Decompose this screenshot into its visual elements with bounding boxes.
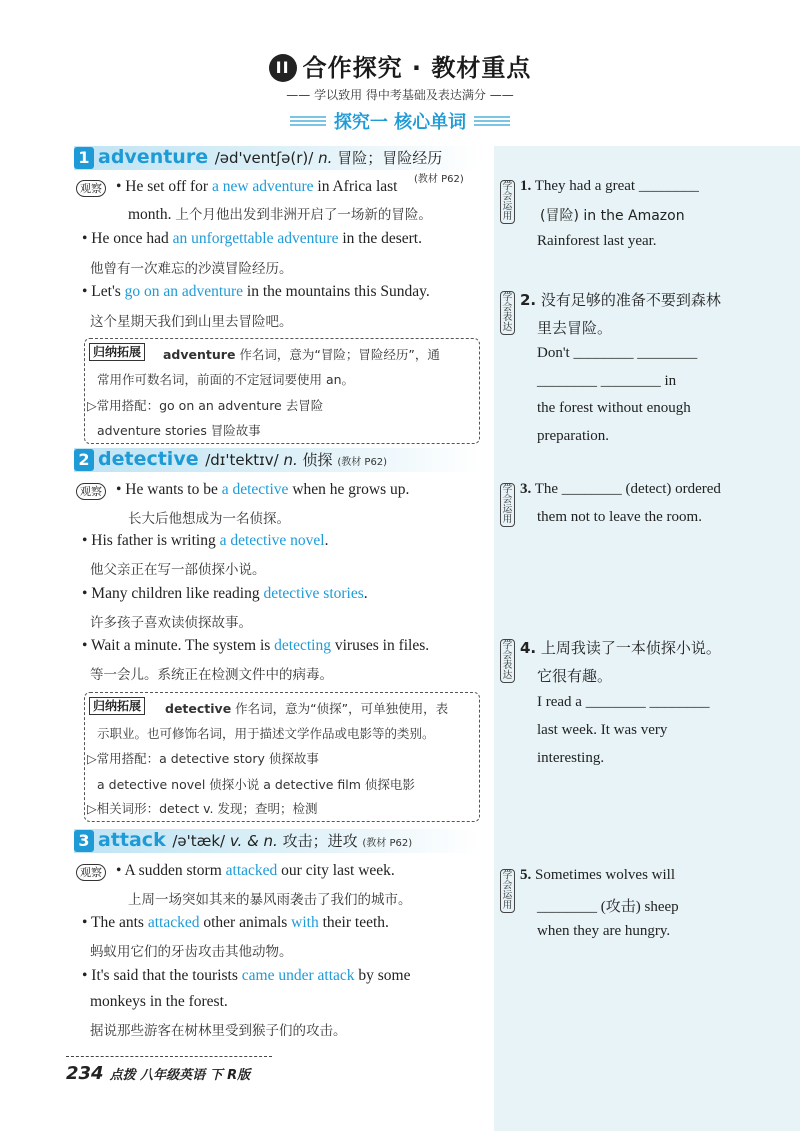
page-title-text: 合作探究 · 教材重点 [302, 54, 532, 82]
summary-line: 示职业。也可修饰名词，用于描述文学作品或电影等的类别。 [97, 726, 435, 741]
word-number: 3 [74, 830, 94, 852]
exercise-line: ________ ________ in [537, 373, 677, 389]
word-meaning: 侦探 [302, 451, 333, 469]
word-entry [98, 448, 387, 470]
word-heading-detective [74, 448, 480, 472]
example-sentence: • He once had an unforgettable adventure in the desert. [82, 230, 422, 247]
example-translation: 这个星期天我们到山里去冒险吧。 [90, 314, 293, 330]
word-entry [98, 146, 442, 168]
observe-label: 观察 [76, 483, 106, 500]
section-badge: II [269, 54, 297, 82]
example-sentence: • The ants attacked other animals with their teeth. [82, 914, 389, 931]
observe-label: 观察 [76, 864, 106, 881]
exercise-5: 5. Sometimes wolves will [520, 867, 675, 883]
word-entry [98, 829, 412, 851]
example-translation: 蚂蚁用它们的牙齿攻击其他动物。 [90, 944, 293, 960]
example-sentence: • Wait a minute. The system is detecting viruses in files. [82, 637, 430, 654]
word-text: attack [98, 829, 166, 851]
example-translation: 据说那些游客在树林里受到猴子们的攻击。 [90, 1023, 347, 1039]
summary-line: ▷常用搭配：go on an adventure 去冒险 [87, 398, 324, 413]
exercise-tag: 学会运用 [500, 483, 515, 527]
exercise-line: the forest without enough [537, 400, 691, 416]
exercise-2: 2. 没有足够的准备不要到森林 [520, 291, 721, 309]
summary-line: ▷常用搭配：a detective story 侦探故事 [87, 751, 319, 766]
summary-line: detective 作名词，意为“侦探”，可单独使用，表 [165, 701, 449, 716]
exercise-line: last week. It was very [537, 722, 668, 738]
summary-line: ▷相关词形：detect v. 发现；查明；检测 [87, 801, 318, 816]
section-heading [0, 108, 800, 134]
textbook-ref: (教材 P62) [337, 457, 388, 468]
example-sentence: • Many children like reading detective stories. [82, 585, 368, 602]
exercise-line: Rainforest last year. [537, 233, 657, 249]
stripe-decoration-right [474, 116, 510, 126]
example-translation: 他父亲正在写一部侦探小说。 [90, 562, 266, 578]
exercise-line: (冒险) in the Amazon [540, 208, 685, 224]
summary-label: 归纳拓展 [89, 697, 145, 715]
word-phonetic: /dɪ'tektɪv/ [205, 451, 279, 469]
exercise-4: 4. 上周我读了一本侦探小说。 [520, 639, 721, 657]
example-sentence-cont: month. 上个月他出发到非洲开启了一场新的冒险。 [128, 206, 432, 223]
example-translation: 等一会儿。系统正在检测文件中的病毒。 [90, 667, 333, 683]
exercise-line: ________ (攻击) sheep [537, 899, 679, 915]
word-heading-adventure [74, 146, 480, 170]
word-meaning: 冒险；冒险经历 [337, 149, 443, 167]
word-text: detective [98, 448, 199, 470]
observe-label: 观察 [76, 180, 106, 197]
exercise-line: preparation. [537, 428, 610, 444]
example-sentence: • It's said that the tourists came under attack by some [82, 967, 411, 984]
example-translation: 他曾有一次难忘的沙漠冒险经历。 [90, 261, 293, 277]
exercise-tag: 学会表达 [500, 639, 515, 683]
summary-line: adventure stories 冒险故事 [97, 423, 261, 438]
word-heading-attack [74, 829, 480, 853]
summary-line: 常用作可数名词，前面的不定冠词要使用 an。 [97, 372, 355, 387]
book-title: 点拨 八年级英语 下 R版 [109, 1068, 251, 1083]
example-sentence: • He wants to be a detective when he grows up. [116, 481, 410, 498]
example-sentence: • Let's go on an adventure in the mountains this Sunday. [82, 283, 430, 300]
summary-label: 归纳拓展 [89, 343, 145, 361]
exercise-line: them not to leave the room. [537, 509, 702, 525]
exercise-line: 里去冒险。 [537, 319, 613, 337]
textbook-ref: (教材 P62) [414, 174, 464, 185]
word-phonetic: /əd'ventʃə(r)/ [214, 149, 314, 167]
page-footer [66, 1056, 272, 1084]
textbook-ref: (教材 P62) [362, 838, 413, 849]
word-number: 1 [74, 147, 94, 169]
word-meaning: 攻击；进攻 [282, 832, 358, 850]
word-pos: n. [318, 149, 333, 167]
word-phonetic: /ə'tæk/ [172, 832, 226, 850]
word-number: 2 [74, 449, 94, 471]
word-pos: n. [283, 451, 298, 469]
summary-box-adventure [84, 338, 480, 444]
page-title [0, 48, 800, 83]
example-translation: 上周一场突如其来的暴风雨袭击了我们的城市。 [128, 892, 412, 908]
example-sentence: • He set off for a new adventure in Africa last [116, 178, 398, 195]
example-translation: 许多孩子喜欢读侦探故事。 [90, 615, 252, 631]
word-pos: v. & n. [229, 832, 278, 850]
word-text: adventure [98, 146, 209, 168]
exercise-line: I read a ________ ________ [537, 694, 710, 710]
example-sentence: • His father is writing a detective novel. [82, 532, 329, 549]
summary-box-detective [84, 692, 480, 822]
exercise-line: interesting. [537, 750, 605, 766]
example-sentence: • A sudden storm attacked our city last week. [116, 862, 395, 879]
stripe-decoration-left [290, 116, 326, 126]
page-number: 234 [66, 1063, 104, 1084]
exercise-tag: 学会表达 [500, 291, 515, 335]
exercise-tag: 学会运用 [500, 869, 515, 913]
example-translation: 长大后他想成为一名侦探。 [128, 511, 290, 527]
exercise-1: 1. They had a great ________ [520, 178, 699, 194]
summary-line: a detective novel 侦探小说 a detective film 侦探电影 [97, 777, 415, 792]
page-subtitle: —— 学以致用 得中考基础及表达满分 —— [286, 88, 514, 102]
exercise-line: when they are hungry. [537, 923, 671, 939]
example-sentence-cont: monkeys in the forest. [90, 993, 228, 1010]
exercise-line: Don't ________ ________ [537, 345, 698, 361]
exercise-tag: 学会运用 [500, 180, 515, 224]
exercise-line: 它很有趣。 [537, 667, 613, 685]
section-heading-text: 探究一 核心单词 [333, 112, 467, 133]
summary-line: adventure 作名词，意为“冒险；冒险经历”，通 [163, 347, 440, 362]
exercise-3: 3. The ________ (detect) ordered [520, 481, 721, 497]
